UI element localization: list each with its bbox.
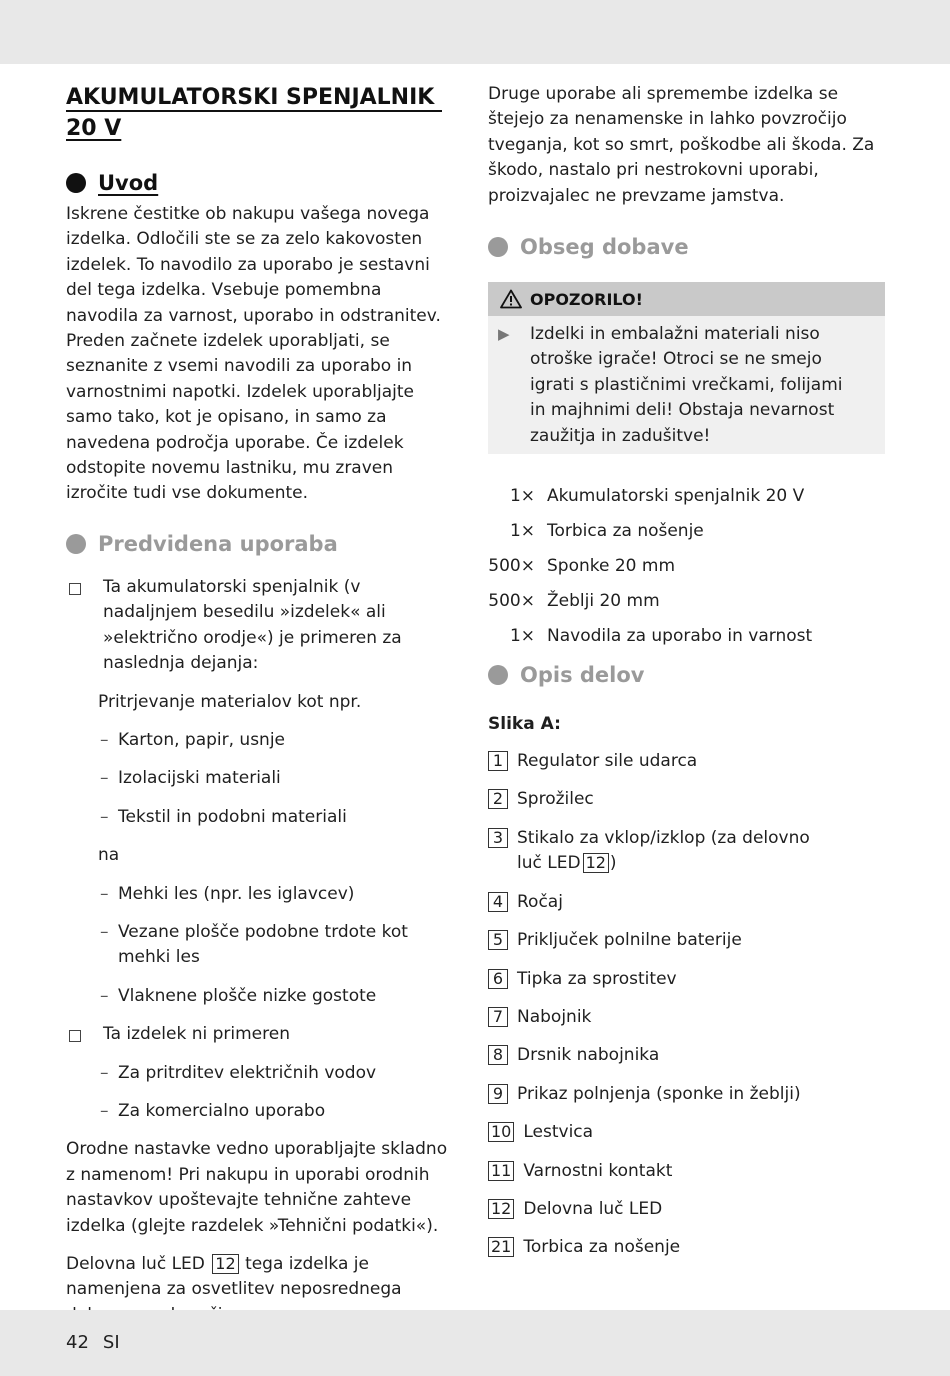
part-number-badge: 6 — [488, 969, 508, 989]
supply-name: Torbica za nošenje — [547, 521, 704, 542]
list-item — [488, 1120, 885, 1145]
warning-text: Izdelki in embalažni materiali niso otroške igrače! Otroci se ne smejo igrati s plastičnimi vrečkami, folijami in majhnimi deli! Obstaja nevarnost zaužitja in zadušitve! — [530, 324, 843, 446]
part-label-suffix: ) — [609, 853, 617, 874]
not-suitable-item: Za komercialno uporabo — [118, 1100, 326, 1121]
list-item — [66, 984, 456, 1009]
part-number-badge: 11 — [488, 1161, 514, 1181]
part-label: Prikaz polnjenja (sponke in žeblji) — [517, 1083, 801, 1104]
parts-list — [488, 749, 885, 1261]
supply-name: Sponke 20 mm — [547, 556, 676, 577]
warning-triangle-icon — [500, 289, 522, 309]
intended-use-item-2: Ta izdelek ni primeren — [103, 1024, 290, 1045]
dash-icon: – — [100, 883, 109, 904]
list-item — [488, 484, 885, 519]
checkbox-square-icon — [69, 583, 81, 595]
part-label: Drsnik nabojnika — [517, 1045, 660, 1066]
list-item — [66, 920, 456, 971]
part-number-badge: 4 — [488, 892, 508, 912]
heading-scope-label: Obseg dobave — [520, 235, 689, 260]
part-number-badge: 2 — [488, 789, 508, 809]
base-item: Vlaknene plošče nizke gostote — [118, 985, 377, 1006]
list-item — [488, 787, 885, 812]
part-number-badge: 12 — [583, 853, 609, 873]
part-number-badge: 12 — [212, 1254, 238, 1274]
led-text-before: Delovna luč LED — [66, 1254, 205, 1274]
base-item: Mehki les (npr. les iglavcev) — [118, 883, 355, 904]
part-label: Lestvica — [523, 1122, 594, 1143]
warning-header — [488, 282, 885, 316]
list-item — [488, 749, 885, 774]
material-item: Izolacijski materiali — [118, 768, 281, 789]
list-item — [66, 882, 456, 907]
base-item: Vezane plošče podobne trdote kot mehki les — [118, 921, 408, 968]
list-item — [488, 1082, 885, 1107]
list-item — [488, 928, 885, 953]
part-number-badge: 5 — [488, 930, 508, 950]
list-item — [488, 890, 885, 915]
bullet-dot-icon — [488, 665, 508, 685]
part-number-badge: 12 — [488, 1199, 514, 1219]
checkbox-square-icon — [69, 1030, 81, 1042]
heading-uvod — [66, 168, 456, 198]
header-band — [0, 0, 950, 64]
dash-icon: – — [100, 921, 109, 942]
part-label: Priključek polnilne baterije — [517, 930, 742, 951]
document-title — [66, 81, 456, 145]
list-item — [488, 554, 885, 589]
part-label: Sprožilec — [517, 789, 594, 810]
material-item: Tekstil in podobni materiali — [118, 806, 347, 827]
part-label: Regulator sile udarca — [517, 751, 698, 772]
list-item — [66, 1099, 456, 1124]
heading-scope — [488, 232, 885, 262]
right-column — [488, 78, 885, 1261]
warning-body — [488, 316, 885, 454]
part-label — [517, 826, 837, 877]
dash-icon: – — [100, 729, 109, 750]
other-use-paragraph: Druge uporabe ali spremembe izdelka se štejejo za nenamenske in lahko povzročijo tveganja, kot so smrt, poškodbe ali škoda. Za škodo, nastalo pri nestrokovni uporabi, proizvajalec ne prevzame jamstva. — [488, 84, 875, 206]
heading-parts — [488, 660, 885, 690]
dash-icon: – — [100, 1062, 109, 1083]
supply-name: Akumulatorski spenjalnik 20 V — [547, 486, 805, 507]
part-number-badge: 7 — [488, 1007, 508, 1027]
part-label-text: Stikalo za vklop/izklop (za delovno luč LED — [517, 827, 810, 874]
list-item — [488, 1005, 885, 1030]
dash-icon: – — [100, 806, 109, 827]
heading-intended-use — [66, 529, 456, 559]
heading-intended-use-label: Predvidena uporaba — [98, 531, 338, 556]
part-number-badge: 21 — [488, 1237, 514, 1257]
list-item — [488, 1159, 885, 1184]
dash-icon: – — [100, 985, 109, 1006]
footer-band — [0, 1310, 950, 1376]
list-item — [488, 1197, 885, 1222]
play-triangle-icon: ▶ — [498, 325, 510, 344]
part-label: Varnostni kontakt — [523, 1160, 673, 1181]
figure-label: Slika A: — [488, 714, 561, 735]
material-item: Karton, papir, usnje — [118, 729, 286, 750]
bullet-dot-icon — [488, 237, 508, 257]
left-column — [66, 78, 456, 1328]
supply-qty: 500× — [488, 556, 535, 577]
supply-qty: 500× — [488, 591, 535, 612]
na-label: na — [98, 845, 120, 866]
part-number-badge: 8 — [488, 1045, 508, 1065]
supply-qty: 1× — [509, 521, 535, 542]
title-line-2: 20 V — [66, 116, 122, 141]
part-label: Nabojnik — [517, 1006, 592, 1027]
led-text-after: tega izdelka je namenjena za osvetlitev neposrednega — [66, 1254, 402, 1300]
heading-uvod-label: Uvod — [98, 171, 159, 195]
part-label: Ročaj — [517, 891, 563, 912]
title-line-1: AKUMULATORSKI SPENJALNIK — [66, 85, 435, 110]
part-number-badge: 10 — [488, 1122, 514, 1142]
supply-qty: 1× — [509, 486, 535, 507]
list-item — [66, 728, 456, 753]
page-footer — [66, 1332, 120, 1353]
list-item — [488, 589, 885, 624]
part-number-badge: 3 — [488, 828, 508, 848]
list-item — [66, 1061, 456, 1086]
list-item — [488, 1235, 885, 1260]
fastening-intro: Pritrjevanje materialov kot npr. — [98, 691, 362, 712]
language-code: SI — [102, 1332, 120, 1353]
part-label: Delovna luč LED — [523, 1198, 663, 1219]
list-item — [488, 519, 885, 554]
dash-icon: – — [100, 1100, 109, 1121]
list-item — [488, 1043, 885, 1068]
list-item — [488, 826, 885, 877]
heading-parts-label: Opis delov — [520, 663, 645, 688]
list-item — [488, 967, 885, 992]
page-number: 42 — [66, 1332, 89, 1353]
supply-name: Žeblji 20 mm — [547, 591, 660, 612]
intended-use-item-1: Ta akumulatorski spenjalnik (v nadaljnjem besedilu »izdelek« ali »električno orodje«) je primeren za naslednja dejanja: — [103, 576, 402, 674]
bullet-dot-icon — [66, 534, 86, 554]
supply-name: Navodila za uporabo in varnost — [547, 626, 813, 647]
part-label: Tipka za sprostitev — [517, 968, 677, 989]
part-label: Torbica za nošenje — [523, 1237, 681, 1258]
list-item — [66, 1022, 456, 1047]
list-item — [488, 624, 885, 659]
list-item — [66, 805, 456, 830]
not-suitable-item: Za pritrditev električnih vodov — [118, 1062, 377, 1083]
list-item — [66, 575, 456, 677]
part-number-badge: 1 — [488, 751, 508, 771]
warning-box — [488, 282, 885, 454]
bullet-dot-icon — [66, 173, 86, 193]
supply-qty: 1× — [509, 626, 535, 647]
attachments-paragraph: Orodne nastavke vedno uporabljajte skladno z namenom! Pri nakupu in uporabi orodnih nastavkov upoštevajte tehnične zahteve izdelka (glejte razdelek »Tehnični podatki«). — [66, 1139, 448, 1236]
warning-label: OPOZORILO! — [530, 289, 643, 309]
list-item — [66, 766, 456, 791]
dash-icon: – — [100, 768, 109, 789]
supply-list — [488, 484, 885, 659]
intro-paragraph: Iskrene čestitke ob nakupu vašega novega izdelka. Odločili ste se za zelo kakovosten izdelek. To navodilo za uporabo je sestavni del tega izdelka. Vsebuje pomembna navodila za varnost, uporabo in odstranitev. Preden začnete izdelek uporabljati, se seznanite z vsemi navodili za uporabo in varnostnimi napotki. Izdelek uporabljajte samo tako, kot je opisano, in samo za navedena področja uporabe. Če izdelek odstopite novemu lastniku, mu zraven izročite tudi vse dokumente. — [66, 204, 441, 504]
part-number-badge: 9 — [488, 1084, 508, 1104]
